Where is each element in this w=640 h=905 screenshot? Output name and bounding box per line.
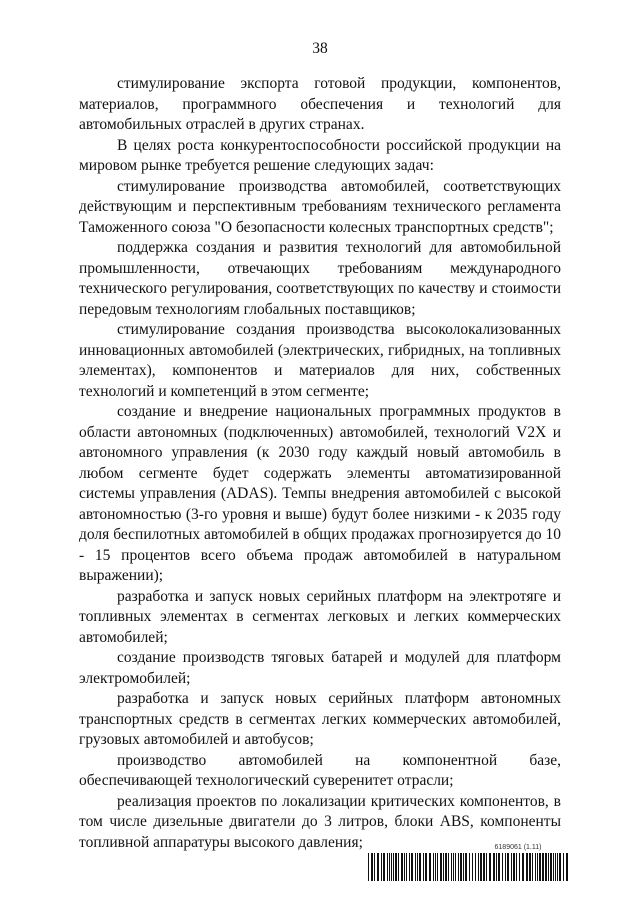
paragraph: поддержка создания и развития технологий для автомобильной промышленности, отвечающих требованиям международного технического регулирования, соответствующих по качеству и стоимости передовым технологиям глобальных поставщиков;	[79, 239, 561, 318]
document-code: 6189061 (1.11)	[494, 844, 542, 851]
body-text	[79, 74, 561, 853]
paragraph: создание и внедрение национальных программных продуктов в области автономных (подключенных) автомобилей, технологий V2X и автономного управления (к 2030 году каждый новый автомобиль в любом сегменте будет содержать элементы автоматизированной системы управления (ADAS). Темпы внедрения автомобилей с высокой автономностью (3-го уровня и выше) будут более низкими - к 2035 году доля беспилотных автомобилей в общих продажах прогнозируется до 10 - 15 процентов всего объема продаж автомобилей в натуральном выражении);	[79, 403, 561, 584]
paragraph: производство автомобилей на компонентной базе, обеспечивающей технологический суверенитет отрасли;	[79, 751, 561, 789]
barcode-icon	[368, 853, 570, 881]
paragraph: стимулирование экспорта готовой продукции, компонентов, материалов, программного обеспечения и технологий для автомобильных отраслей в других странах.	[79, 75, 561, 133]
page-number: 38	[312, 40, 328, 57]
paragraph: создание производств тяговых батарей и модулей для платформ электромобилей;	[79, 649, 561, 687]
paragraph: В целях роста конкурентоспособности российской продукции на мировом рынке требуется решение следующих задач:	[79, 136, 561, 174]
paragraph: разработка и запуск новых серийных платформ на электротяге и топливных элементах в сегментах легковых и легких коммерческих автомобилей;	[79, 587, 561, 646]
paragraph: разработка и запуск новых серийных платформ автономных транспортных средств в сегментах легких коммерческих автомобилей, грузовых автомобилей и автобусов;	[79, 690, 561, 748]
paragraph: реализация проектов по локализации критических компонентов, в том числе дизельные двигатели до 3 литров, блоки ABS, компоненты топливной аппаратуры высокого давления;	[79, 792, 561, 851]
paragraph: стимулирование создания производства высоколокализованных инновационных автомобилей (электрических, гибридных, на топливных элементах), компонентов и материалов для них, собственных технологий и компетенций в этом сегменте;	[79, 321, 561, 400]
paragraph: стимулирование производства автомобилей, соответствующих действующим и перспективным требованиям технического регламента Таможенного союза "О безопасности колесных транспортных средств";	[79, 177, 561, 236]
